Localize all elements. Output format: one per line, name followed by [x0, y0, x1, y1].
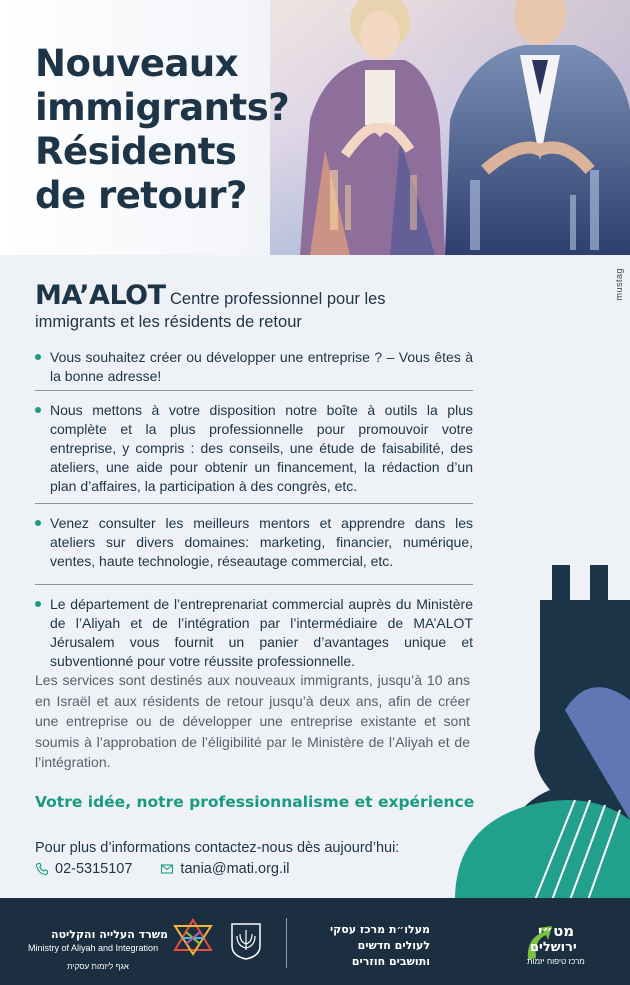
maalot-line: לעולים חדשים — [357, 939, 430, 952]
envelope-icon — [160, 862, 174, 876]
eligibility-text: Les services sont destinés aux nouveaux immigrants, jusqu’à 10 ans en Israël et aux résidents de retour jusqu’à deux ans, afin de créer une entreprise ou de développer une entreprise existante et sont soumis à l’approbation de l’éligibilité par le Ministère de l’Aliyah et de l’intégration. — [35, 672, 470, 770]
list-item-text: Venez consulter les meilleurs mentors et apprendre dans les ateliers sur divers domaines: marketing, financier, numérique, ventes, haute technologie, réseautage commercial, etc. — [50, 515, 473, 569]
mati-description: מרכז טיפוח יזמות — [527, 957, 585, 966]
list-item — [35, 342, 473, 391]
contact-details — [35, 861, 289, 877]
intro — [35, 280, 475, 332]
headline — [35, 42, 335, 218]
brand-name: MA’ALOT — [35, 280, 166, 311]
intro-line-2: immigrants et les résidents de retour — [35, 313, 302, 331]
footer-divider — [286, 918, 287, 968]
headline-line: Nouveaux — [35, 42, 239, 85]
list-item-text: Le département de l’entreprenariat commercial auprès du Ministère de l’Aliyah et de l’intégration par l’intermédiaire de MA’ALOT Jérusalem vous fournit un panier d’avantages unique et subventionné pour votre réussite professionnelle. — [50, 596, 473, 669]
benefits-list — [35, 342, 473, 683]
list-item — [35, 589, 473, 683]
ministry-name-english: Ministry of Aliyah and Integration — [28, 943, 159, 953]
headline-line: de retour? — [35, 174, 247, 217]
list-item — [35, 395, 473, 504]
slogan: Votre idée, notre professionnalisme et expérience — [35, 793, 475, 811]
bullet-dot-icon — [35, 407, 41, 413]
ministry-name-hebrew: משרד העלייה והקליטה — [51, 928, 168, 941]
bullet-dot-icon — [35, 520, 41, 526]
state-emblem-icon — [230, 922, 262, 960]
email-link[interactable]: tania@mati.org.il — [180, 861, 290, 877]
list-item-text: Vous souhaitez créer ou développer une entreprise ? – Vous êtes à la bonne adresse! — [50, 349, 473, 384]
mati-name: מט״י — [538, 922, 575, 940]
jerusalem-tower-graphic — [440, 560, 630, 900]
list-item-text: Nous mettons à votre disposition notre boîte à outils la plus complète et la plus professionnelle pour promouvoir votre entreprise, y compris : des conseils, une étude de faisabilité, des ateliers, une aide pour obtenir un financement, la rédaction d’un plan d’affaires, la participation à des congrès, etc. — [50, 402, 473, 494]
headline-line: Résidents — [35, 130, 237, 173]
bullet-dot-icon — [35, 354, 41, 360]
mati-city: ירושלים — [530, 940, 577, 955]
hero-banner — [0, 0, 630, 255]
ministry-star-logo-icon — [172, 918, 214, 956]
phone-icon — [35, 862, 49, 876]
list-item — [35, 508, 473, 585]
photo-credit: mustag — [614, 268, 624, 301]
maalot-line: ותושבים חוזרים — [351, 955, 430, 968]
ministry-department: אגף ליזמות עסקית — [67, 962, 129, 971]
intro-line-1: Centre professionnel pour les — [170, 290, 386, 308]
phone-link[interactable]: 02-5315107 — [55, 861, 133, 877]
maalot-footer-text — [300, 922, 430, 970]
maalot-line: מעלו״ת מרכז עסקי — [329, 923, 430, 936]
headline-line: immigrants? — [35, 86, 290, 129]
contact-heading: Pour plus d’informations contactez-nous dès aujourd’hui: — [35, 840, 400, 856]
bullet-dot-icon — [35, 601, 41, 607]
